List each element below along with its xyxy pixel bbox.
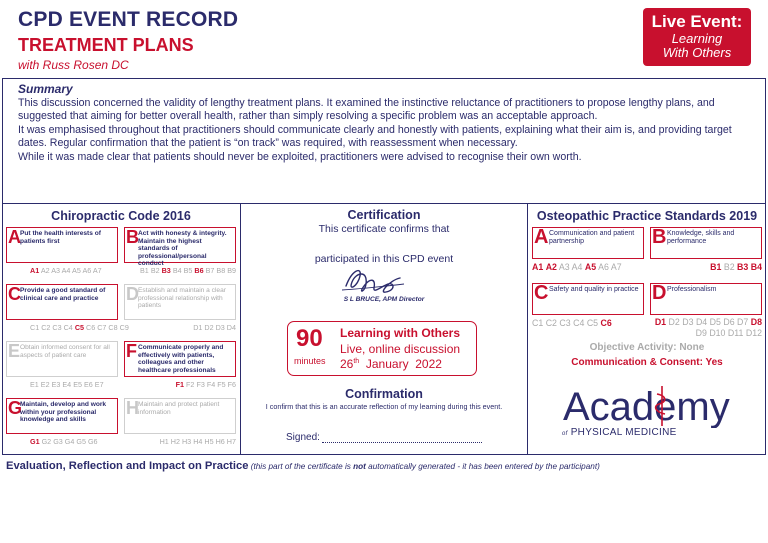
standard-code: E4 xyxy=(62,380,72,389)
code-list-d xyxy=(124,323,236,332)
certification-line-2: participated in this CPD event xyxy=(314,253,454,265)
badge-line-3: With Others xyxy=(662,45,732,60)
standard-code: F1 xyxy=(175,380,185,389)
duration-minutes: 90 xyxy=(296,325,323,352)
code-letter: E xyxy=(8,341,21,361)
code-description: Act with honesty & integrity. Maintain the highest standards of professional/personal conduct xyxy=(138,230,227,268)
standard-code: B1 xyxy=(710,262,722,272)
standard-code: A3 xyxy=(558,262,570,272)
standard-code: D6 xyxy=(723,317,735,327)
summary-title: Summary xyxy=(18,82,73,96)
standard-code: H7 xyxy=(226,437,236,446)
standard-code-list-a xyxy=(532,262,644,273)
standard-code-list-b xyxy=(650,262,762,273)
code-letter: F xyxy=(126,341,137,361)
standard-code: H4 xyxy=(193,437,203,446)
logo-sub-text: PHYSICAL MEDICINE xyxy=(570,427,677,438)
standard-code: A4 xyxy=(61,266,71,275)
standard-code: B3 xyxy=(161,266,171,275)
code-box-f xyxy=(124,341,236,377)
date-day: 26 xyxy=(340,357,354,371)
standard-code: B2 xyxy=(723,262,735,272)
standard-code: F4 xyxy=(206,380,216,389)
note-text: automatically generated - it has been entered by the participant) xyxy=(365,462,600,471)
standard-code: D2 xyxy=(204,323,214,332)
standard-letter: A xyxy=(534,226,549,248)
standard-description: Knowledge, skills and performance xyxy=(667,230,735,246)
evaluation-heading xyxy=(6,460,600,472)
code-letter: H xyxy=(126,398,139,418)
code-letter: B xyxy=(126,227,139,247)
standard-code: B3 xyxy=(737,262,749,272)
standard-code: G3 xyxy=(53,437,63,446)
standard-code: C2 xyxy=(545,318,557,328)
code-description: Obtain informed consent for all aspects of patient care xyxy=(20,344,110,359)
communication-consent: Communication & Consent: Yes xyxy=(571,357,723,368)
standard-code: A7 xyxy=(610,262,622,272)
standard-code: B5 xyxy=(183,266,193,275)
standard-description: Safety and quality in practice xyxy=(549,286,639,293)
code-letter: G xyxy=(8,398,23,418)
page-title: CPD EVENT RECORD xyxy=(18,8,239,31)
standard-code: B9 xyxy=(227,266,236,275)
standard-code: D1 xyxy=(654,317,667,327)
certification-line-1: This certificate confirms that xyxy=(318,223,450,235)
standard-code: C6 xyxy=(600,318,612,328)
standard-code: A2 xyxy=(545,262,557,272)
code-box-h xyxy=(124,398,236,434)
standard-code: B8 xyxy=(216,266,226,275)
logo-word: Academy xyxy=(563,385,730,428)
objective-activity: Objective Activity: None xyxy=(589,342,705,353)
confirmation-title: Confirmation xyxy=(345,387,423,401)
logo-sub-prefix: of xyxy=(562,431,568,437)
presenter: with Russ Rosen DC xyxy=(18,58,129,72)
standard-code: H2 xyxy=(170,437,180,446)
live-event-badge xyxy=(643,8,751,66)
standard-code: C5 xyxy=(586,318,599,328)
minutes-label: minutes xyxy=(294,356,326,366)
standard-code: B7 xyxy=(205,266,215,275)
event-type: Learning with Others xyxy=(340,326,461,340)
code-box-d xyxy=(124,284,236,320)
summary-paragraph: This discussion concerned the validity of lengthy treatment plans. It examined the instinctive reluctance of practitioners to propose lengthy plans, and suggested that aiming for better overall health, rather than simply resolving a specific problem was an acceptable approach. xyxy=(18,97,715,123)
code-description: Put the health interests of patients first xyxy=(20,230,101,245)
standard-code: D3 xyxy=(215,323,225,332)
event-title: TREATMENT PLANS xyxy=(18,35,194,55)
summary-paragraph: It was emphasised throughout that practitioners should communicate clearly and honestly with patients, explaining what their aim is, and providing target dates. Regular confirmation that the patient is “on track” was required, with reassessment when necessary. xyxy=(18,123,732,150)
badge-line-1: Live Event: xyxy=(651,12,743,31)
standard-code: C1 xyxy=(532,318,544,328)
date-suffix: th xyxy=(353,358,360,365)
standard-code: E2 xyxy=(40,380,50,389)
signer-name: S L BRUCE, APM Director xyxy=(343,296,425,303)
standard-description: Professionalism xyxy=(667,286,717,293)
standard-code: C4 xyxy=(573,318,585,328)
standard-code: C1 xyxy=(30,323,40,332)
standard-code: A5 xyxy=(72,266,81,275)
confirmation-text: I confirm that this is an accurate reflection of my learning during this event. xyxy=(265,402,503,411)
standard-code: F2 xyxy=(186,380,195,389)
standard-code: D12 xyxy=(745,328,762,338)
code-list-b xyxy=(124,266,236,275)
standard-code: H6 xyxy=(215,437,225,446)
signature-line[interactable] xyxy=(322,442,482,443)
code-box-g xyxy=(6,398,118,434)
standard-code: C3 xyxy=(559,318,571,328)
standard-code: D1 xyxy=(193,323,203,332)
standard-code: G2 xyxy=(41,437,52,446)
badge-line-2: Learning xyxy=(671,31,723,46)
code-box-e xyxy=(6,341,118,377)
standard-code: A5 xyxy=(584,262,597,272)
standard-code: H1 xyxy=(159,437,169,446)
standard-box-a xyxy=(532,227,644,259)
standard-code: E3 xyxy=(51,380,61,389)
code-description: Provide a good standard of clinical care and practice xyxy=(20,287,106,302)
standard-code: H5 xyxy=(204,437,214,446)
evaluation-note xyxy=(248,462,599,471)
date-month-year: January 2022 xyxy=(359,357,442,371)
code-letter: A xyxy=(8,227,21,247)
summary-paragraph: While it was made clear that patients should never be exploited, practitioners were advised to recognise their own worth. xyxy=(18,150,582,163)
standard-code: G1 xyxy=(30,437,40,446)
standard-code: A4 xyxy=(571,262,583,272)
standard-code: A7 xyxy=(92,266,102,275)
note-text: (this part of the certificate is xyxy=(248,462,354,471)
event-details-box xyxy=(287,321,477,376)
summary-text xyxy=(18,97,758,164)
code-list-e xyxy=(30,380,104,389)
standard-description: Communication and patient partnership xyxy=(549,230,635,246)
code-box-b xyxy=(124,227,236,268)
standard-code: C2 xyxy=(41,323,51,332)
standard-code: F6 xyxy=(227,380,236,389)
standard-code: C5 xyxy=(74,323,85,332)
standard-code: B2 xyxy=(150,266,160,275)
standard-box-d xyxy=(650,283,762,315)
standard-code: F3 xyxy=(196,380,205,389)
code-list-c xyxy=(30,323,129,332)
standard-code: E1 xyxy=(30,380,39,389)
standard-code: B4 xyxy=(172,266,182,275)
certification-title: Certification xyxy=(347,208,421,222)
code-list-f xyxy=(124,380,236,389)
standard-code: G6 xyxy=(87,437,98,446)
standard-code: A1 xyxy=(532,262,544,272)
standard-code: D9 xyxy=(695,328,707,338)
standard-code: C7 xyxy=(97,323,107,332)
standard-code: D5 xyxy=(709,317,721,327)
osteopathic-standards-title: Osteopathic Practice Standards 2019 xyxy=(536,209,758,223)
standard-code: E5 xyxy=(73,380,82,389)
code-letter: D xyxy=(126,284,139,304)
event-date xyxy=(340,357,442,371)
standard-box-b xyxy=(650,227,762,259)
standard-code: E6 xyxy=(83,380,93,389)
standard-code-list-d xyxy=(650,317,762,339)
divider xyxy=(527,203,528,455)
signed-label: Signed: xyxy=(286,432,320,443)
standard-code: B1 xyxy=(140,266,149,275)
standard-code: C6 xyxy=(86,323,96,332)
standard-code: G5 xyxy=(76,437,86,446)
code-description: Establish and maintain a clear professional relationship with patients xyxy=(138,287,226,310)
standard-code: A2 xyxy=(40,266,50,275)
standard-letter: B xyxy=(652,226,667,248)
standard-code: C8 xyxy=(108,323,118,332)
standard-code: G4 xyxy=(64,437,75,446)
divider xyxy=(240,203,241,455)
academy-logo xyxy=(563,384,733,428)
evaluation-title: Evaluation, Reflection and Impact on Practice xyxy=(6,460,249,472)
standard-code: H3 xyxy=(181,437,192,446)
standard-code: C9 xyxy=(119,323,129,332)
logo-subtitle xyxy=(562,427,677,438)
code-list-a xyxy=(30,266,102,275)
standard-code: E7 xyxy=(94,380,104,389)
standard-letter: C xyxy=(534,282,549,304)
code-list-h xyxy=(124,437,236,446)
code-letter: C xyxy=(8,284,21,304)
code-box-c xyxy=(6,284,118,320)
standard-code: A6 xyxy=(82,266,92,275)
standard-code-list-c xyxy=(532,318,644,329)
note-emphasis: not xyxy=(353,462,366,471)
standard-code: A3 xyxy=(51,266,61,275)
standard-code: F5 xyxy=(217,380,226,389)
standard-code: B4 xyxy=(750,262,762,272)
signature-image xyxy=(338,262,408,300)
standard-code: D3 xyxy=(682,317,694,327)
standard-code: C4 xyxy=(63,323,73,332)
code-description: Maintain, develop and work within your professional knowledge and skills xyxy=(20,401,107,424)
standard-code: D8 xyxy=(750,317,762,327)
code-box-a xyxy=(6,227,118,263)
code-description: Maintain and protect patient information xyxy=(138,401,220,416)
standard-code: D10 xyxy=(709,328,726,338)
standard-code: D7 xyxy=(737,317,749,327)
standard-code: B6 xyxy=(194,266,204,275)
standard-letter: D xyxy=(652,282,667,304)
standard-code: C3 xyxy=(52,323,62,332)
standard-code: A1 xyxy=(30,266,40,275)
code-description: Communicate properly and effectively with patients, colleagues and other healthcare professionals xyxy=(138,344,224,374)
standard-code: D11 xyxy=(727,328,744,338)
standard-code: D4 xyxy=(226,323,236,332)
standard-code: D4 xyxy=(695,317,708,327)
standard-code: D2 xyxy=(668,317,680,327)
chiropractic-code-title: Chiropractic Code 2016 xyxy=(51,209,191,223)
standard-code: A6 xyxy=(598,262,609,272)
event-format: Live, online discussion xyxy=(340,342,461,356)
code-list-g xyxy=(30,437,98,446)
standard-box-c xyxy=(532,283,644,315)
